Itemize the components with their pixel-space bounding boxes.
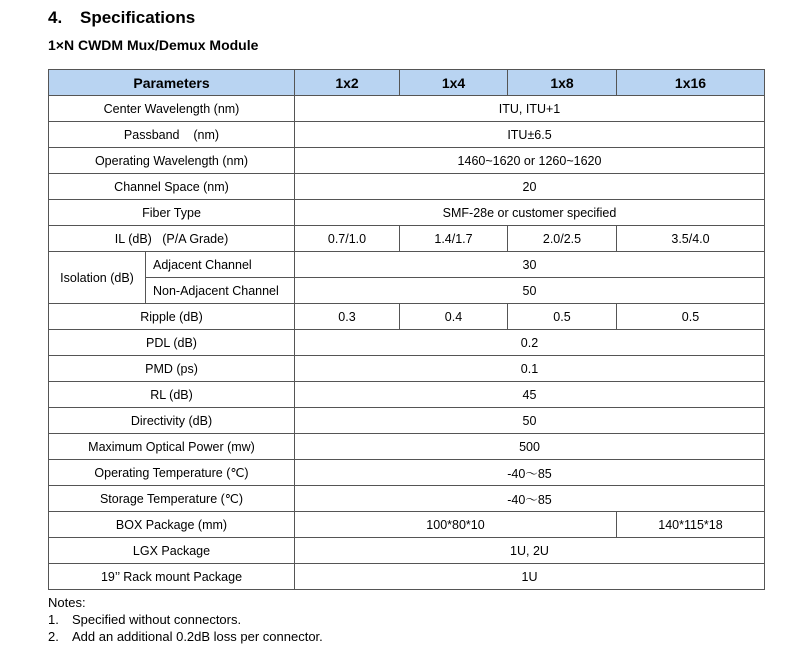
row-value: ITU, ITU+1 xyxy=(295,96,765,122)
row-value: 1460~1620 or 1260~1620 xyxy=(295,148,765,174)
row-value: SMF-28e or customer specified xyxy=(295,200,765,226)
row-label: Passband (nm) xyxy=(49,122,295,148)
row-label: Operating Wavelength (nm) xyxy=(49,148,295,174)
note-number: 1. xyxy=(48,612,59,627)
notes xyxy=(48,594,323,645)
table-row xyxy=(49,356,765,382)
table-row xyxy=(49,252,765,278)
row-label: Directivity (dB) xyxy=(49,408,295,434)
row-value: 50 xyxy=(295,408,765,434)
table-row xyxy=(49,408,765,434)
row-label: PMD (ps) xyxy=(49,356,295,382)
table-row xyxy=(49,174,765,200)
note-number: 2. xyxy=(48,629,59,644)
table-row xyxy=(49,226,765,252)
table-header-row xyxy=(49,70,765,96)
header-1x8: 1x8 xyxy=(508,70,617,96)
row-label: 19’’ Rack mount Package xyxy=(49,564,295,590)
table-row xyxy=(49,460,765,486)
table-row xyxy=(49,512,765,538)
table-row xyxy=(49,538,765,564)
row-label: BOX Package (mm) xyxy=(49,512,295,538)
row-value: 1U, 2U xyxy=(295,538,765,564)
row-label: Operating Temperature (℃) xyxy=(49,460,295,486)
row-value-1x2-1x8: 100*80*10 xyxy=(295,512,617,538)
note-item xyxy=(48,628,323,645)
note-item xyxy=(48,611,323,628)
table-row xyxy=(49,122,765,148)
row-label: LGX Package xyxy=(49,538,295,564)
table-row xyxy=(49,200,765,226)
row-value-1x16: 0.5 xyxy=(617,304,765,330)
row-value-1x16: 140*115*18 xyxy=(617,512,765,538)
table-row xyxy=(49,148,765,174)
row-value: -40～85 xyxy=(295,486,765,512)
row-value-1x8: 2.0/2.5 xyxy=(508,226,617,252)
row-value-1x4: 0.4 xyxy=(400,304,508,330)
row-label: Maximum Optical Power (mw) xyxy=(49,434,295,460)
table-row xyxy=(49,304,765,330)
row-value: 0.1 xyxy=(295,356,765,382)
adjacent-channel-label: Adjacent Channel xyxy=(146,252,295,278)
table-row xyxy=(49,330,765,356)
header-1x4: 1x4 xyxy=(400,70,508,96)
row-value: 50 xyxy=(295,278,765,304)
row-label: Storage Temperature (℃) xyxy=(49,486,295,512)
row-label: Channel Space (nm) xyxy=(49,174,295,200)
row-label: Ripple (dB) xyxy=(49,304,295,330)
section-title: Specifications xyxy=(80,8,196,27)
row-label: RL (dB) xyxy=(49,382,295,408)
notes-heading: Notes: xyxy=(48,595,86,610)
non-adjacent-channel-label: Non-Adjacent Channel xyxy=(146,278,295,304)
row-value-1x2: 0.7/1.0 xyxy=(295,226,400,252)
row-label: IL (dB) (P/A Grade) xyxy=(49,226,295,252)
header-parameters: Parameters xyxy=(49,70,295,96)
row-value: ITU±6.5 xyxy=(295,122,765,148)
header-1x2: 1x2 xyxy=(295,70,400,96)
table-row xyxy=(49,486,765,512)
row-value: -40～85 xyxy=(295,460,765,486)
row-value: 1U xyxy=(295,564,765,590)
table-row xyxy=(49,96,765,122)
section-heading xyxy=(48,8,195,28)
row-value-1x2: 0.3 xyxy=(295,304,400,330)
table-row xyxy=(49,434,765,460)
row-value: 20 xyxy=(295,174,765,200)
row-value-1x4: 1.4/1.7 xyxy=(400,226,508,252)
header-1x16: 1x16 xyxy=(617,70,765,96)
table-row xyxy=(49,278,765,304)
section-number: 4. xyxy=(48,8,63,27)
table-row xyxy=(49,564,765,590)
row-value: 30 xyxy=(295,252,765,278)
note-text: Add an additional 0.2dB loss per connector. xyxy=(72,629,323,644)
specifications-table xyxy=(48,69,765,590)
isolation-label: Isolation (dB) xyxy=(49,252,146,304)
module-subtitle: 1×N CWDM Mux/Demux Module xyxy=(48,37,259,53)
row-value: 45 xyxy=(295,382,765,408)
row-value-1x16: 3.5/4.0 xyxy=(617,226,765,252)
row-label: PDL (dB) xyxy=(49,330,295,356)
note-text: Specified without connectors. xyxy=(72,612,242,627)
row-value-1x8: 0.5 xyxy=(508,304,617,330)
row-value: 0.2 xyxy=(295,330,765,356)
row-label: Fiber Type xyxy=(49,200,295,226)
row-label: Center Wavelength (nm) xyxy=(49,96,295,122)
row-value: 500 xyxy=(295,434,765,460)
table-row xyxy=(49,382,765,408)
